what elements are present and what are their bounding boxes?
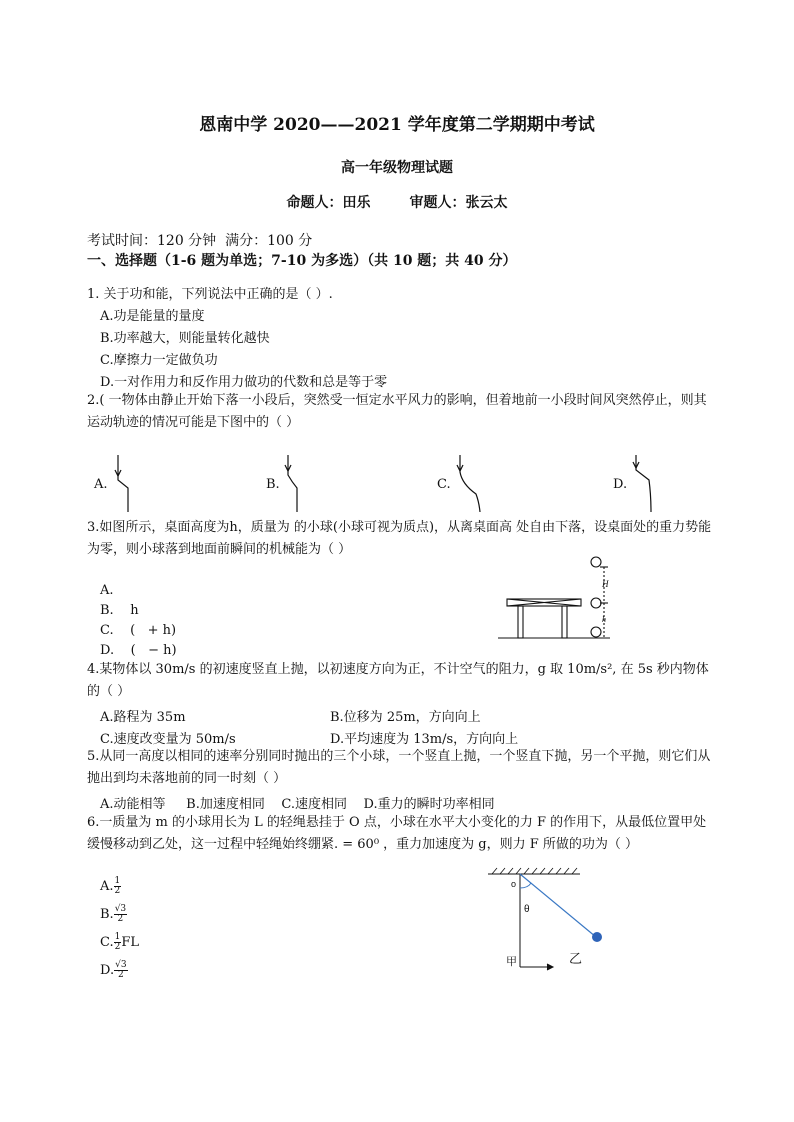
q6-option-b: B. $\frac{√3}{2}$: [100, 904, 127, 924]
ball-top: [591, 557, 601, 567]
q4-option-a: A.路程为 35m: [100, 710, 186, 725]
label-yi: 乙: [569, 952, 583, 967]
q3-option-d: D. ( − h): [100, 643, 177, 658]
q3-stem: 3.如图所示，桌面高度为h，质量为 的小球(小球可视为质点)，从离桌面高 处自由下落，设桌面处的重力势能为零，则小球落到地面前瞬间的机械能为（ ）: [87, 520, 712, 557]
trajectory-a: [115, 455, 128, 512]
q2-label-d: D.: [613, 477, 628, 492]
q1-option-c: C.摩擦力一定做负功: [100, 353, 218, 368]
ball-yi: [592, 932, 602, 942]
exam-title: 恩南中学 2020——2021 学年度第二学期期中考试: [199, 115, 595, 135]
q2-stem: 2.( 一物体由静止开始下落一小段后，突然受一恒定水平风力的影响，但着地前一小段时间风突然停止，则其运动轨迹的情况可能是下图中的（ ）: [87, 393, 707, 430]
q4-option-c: C.速度改变量为 50m/s: [100, 732, 236, 747]
pendulum-figure: [480, 866, 620, 978]
ball-mid: [591, 598, 601, 608]
label-jia: 甲: [506, 955, 517, 968]
q2-label-b: B.: [266, 477, 280, 492]
q3-option-b: B. h: [100, 603, 139, 618]
exam-subtitle: 高一年级物理试题: [341, 160, 453, 176]
label-h: h: [602, 615, 606, 624]
q1-option-d: D.一对作用力和反作用力做功的代数和总是等于零: [100, 375, 388, 390]
q5-stem: 5.从同一高度以相同的速率分别同时抛出的三个小球，一个竖直上抛，一个竖直下抛，另一个平抛，则它们从抛出到均未落地前的同一时刻（ ）: [87, 749, 711, 786]
q1-option-b: B.功率越大，则能量转化越快: [100, 331, 270, 346]
label-theta: θ: [524, 904, 530, 915]
table-leg-right: [562, 606, 567, 638]
trajectory-b: [285, 455, 297, 512]
q5-options: A.动能相等 B.加速度相同 C.速度相同 D.重力的瞬时功率相同: [100, 797, 495, 812]
table-ball-figure: [490, 552, 620, 642]
table-leg-left: [518, 606, 523, 638]
q3-option-c: C. ( + h): [100, 623, 177, 638]
label-o: o: [511, 879, 517, 889]
q2-label-c: C.: [437, 477, 451, 492]
q3-option-a: A.: [100, 583, 114, 598]
exam-authors: 命题人：田乐 审题人：张云太: [286, 195, 508, 211]
exam-info: 考试时间：120 分钟 满分：100 分: [87, 233, 313, 249]
trajectory-figures: [0, 450, 794, 520]
q2-label-a: A.: [94, 477, 108, 492]
q6-option-d: D. $\frac{√3}{2}$: [100, 960, 127, 980]
label-H: H: [602, 579, 609, 589]
q6-option-a: A. $\frac{1}{2}$: [100, 876, 121, 896]
q4-option-d: D.平均速度为 13m/s，方向向上: [330, 732, 519, 747]
q4-stem: 4.某物体以 30m/s 的初速度竖直上抛，以初速度方向为正，不计空气的阻力，g 取 10m/s², 在 5s 秒内物体的（ ）: [87, 662, 709, 699]
q4-option-b: B.位移为 25m，方向向上: [330, 710, 481, 725]
q1-option-a: A.功是能量的量度: [100, 309, 205, 324]
trajectory-d: [633, 455, 651, 512]
q6-option-c: C. $\frac{1}{2}$ FL: [100, 932, 140, 952]
ball-bottom: [591, 627, 601, 637]
q1-stem: 1. 关于功和能，下列说法中正确的是（ ）.: [87, 287, 333, 302]
section-heading: 一、选择题（1-6 题为单选；7-10 为多选）（共 10 题；共 40 分）: [87, 253, 517, 269]
slanted-rope: [520, 874, 596, 937]
trajectory-c: [457, 455, 480, 512]
q6-stem: 6.一质量为 m 的小球用长为 L 的轻绳悬挂于 O 点，小球在水平大小变化的力 F 的作用下，从最低位置甲处缓慢移动到乙处，这一过程中轻绳始终绷紧. = 60⁰ ，重力加速度为 g，则力 F 所做的功为（ ）: [87, 815, 707, 852]
